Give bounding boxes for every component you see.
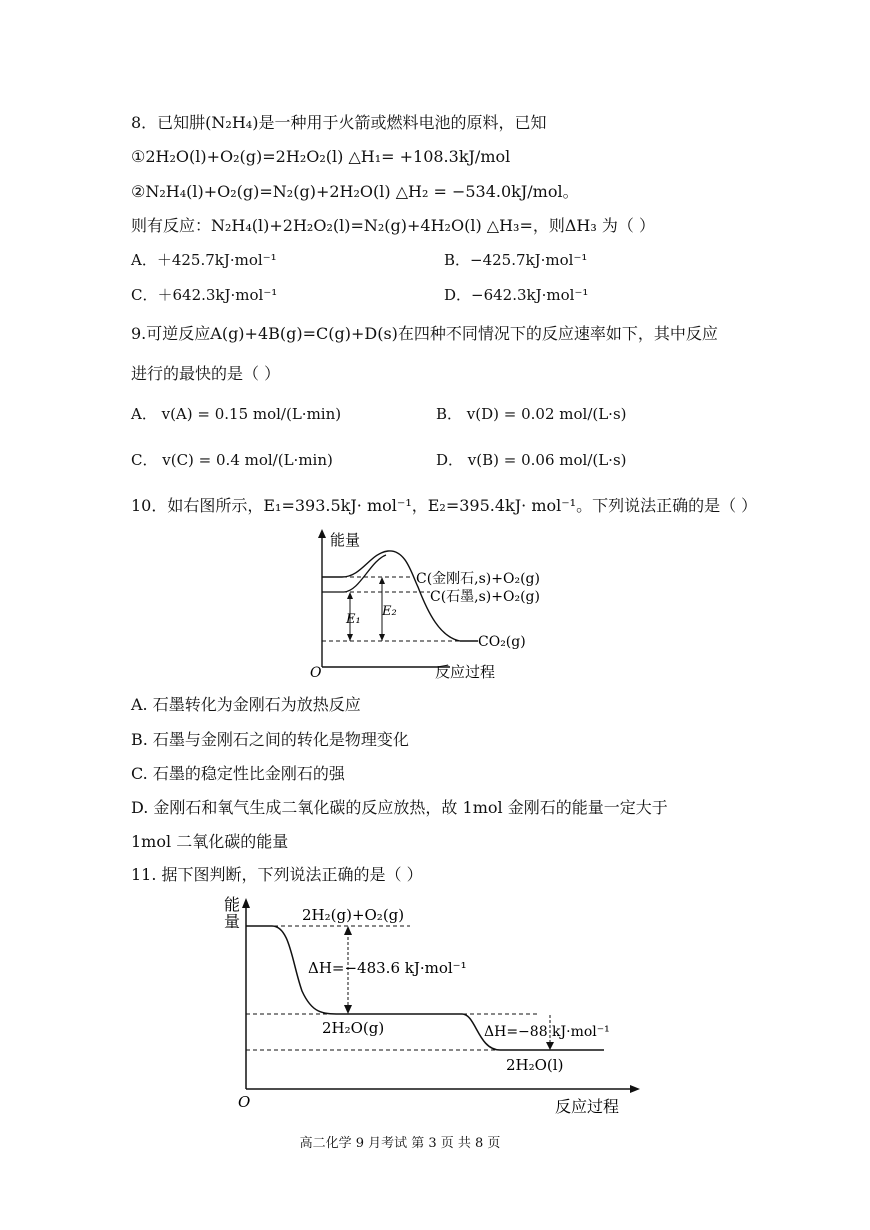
- q10-graphite-level-label: C(石墨,s)+O₂(g): [430, 589, 540, 605]
- q10-e1-label: E₁: [346, 612, 361, 627]
- q10-stem: 10．如右图所示，E₁=393.5kJ· mol⁻¹，E₂=395.4kJ· mol⁻¹。下列说法正确的是（ ）: [131, 496, 758, 515]
- q10-option-c: C. 石墨的稳定性比金刚石的强: [131, 764, 345, 783]
- q8-question: 则有反应：N₂H₄(l)+2H₂O₂(l)=N₂(g)+4H₂O(l) △H₃=，则ΔH₃ 为（ ）: [131, 216, 655, 235]
- q10-diamond-level-label: C(金刚石,s)+O₂(g): [416, 571, 540, 587]
- q8-equation-2: ②N₂H₄(l)+O₂(g)=N₂(g)+2H₂O(l) △H₂ = −534.0kJ/mol。: [131, 182, 579, 201]
- q10-e2-label: E₂: [382, 604, 397, 619]
- q11-y-axis-label-1: 能: [224, 895, 241, 914]
- q8-option-b: B．−425.7kJ·mol⁻¹: [444, 251, 588, 269]
- q11-dh2-label: ΔH=−88 kJ·mol⁻¹: [484, 1024, 610, 1040]
- q9-option-d: D． v(B) = 0.06 mol/(L·s): [436, 451, 627, 469]
- q9-option-b: B． v(D) = 0.02 mol/(L·s): [436, 405, 627, 423]
- q10-origin: O: [310, 665, 322, 681]
- q11-origin: O: [238, 1093, 251, 1111]
- q11-stem: 11. 据下图判断，下列说法正确的是（ ）: [131, 865, 423, 884]
- q8-equation-1: ①2H₂O(l)+O₂(g)=2H₂O₂(l) △H₁= +108.3kJ/mol: [131, 147, 511, 166]
- q9-stem-line2: 进行的最快的是（ ）: [131, 364, 281, 383]
- q10-option-a: A. 石墨转化为金刚石为放热反应: [131, 695, 361, 714]
- q9-option-c: C． v(C) = 0.4 mol/(L·min): [131, 451, 333, 469]
- q10-energy-diagram: [300, 525, 570, 685]
- q10-x-axis-label: 反应过程: [435, 663, 496, 681]
- q11-low-level-label: 2H₂O(l): [506, 1056, 564, 1074]
- q8-option-c: C．＋642.3kJ·mol⁻¹: [131, 286, 278, 304]
- q10-option-d-continued: 1mol 二氧化碳的能量: [131, 832, 289, 851]
- q11-dh1-label: ΔH=−483.6 kJ·mol⁻¹: [308, 959, 467, 977]
- q10-co2-level-label: CO₂(g): [478, 634, 526, 650]
- q11-x-axis-label: 反应过程: [555, 1097, 620, 1116]
- q10-option-d: D. 金刚石和氧气生成二氧化碳的反应放热，故 1mol 金刚石的能量一定大于: [131, 798, 668, 817]
- q8-option-a: A．＋425.7kJ·mol⁻¹: [131, 251, 277, 269]
- q11-mid-level-label: 2H₂O(g): [322, 1019, 385, 1037]
- q11-top-level-label: 2H₂(g)+O₂(g): [302, 906, 405, 924]
- q11-y-axis-label-2: 量: [224, 912, 241, 931]
- q10-option-b: B. 石墨与金刚石之间的转化是物理变化: [131, 730, 409, 749]
- q11-energy-diagram: [210, 893, 660, 1125]
- page-footer: 高二化学 9 月考试 第 3 页 共 8 页: [299, 1136, 501, 1151]
- q10-y-axis-label: 能量: [330, 531, 361, 549]
- q8-stem: 8．已知肼(N₂H₄)是一种用于火箭或燃料电池的原料，已知: [131, 113, 547, 132]
- q9-stem-line1: 9.可逆反应A(g)+4B(g)=C(g)+D(s)在四种不同情况下的反应速率如下，其中反应: [131, 324, 718, 343]
- q8-option-d: D．−642.3kJ·mol⁻¹: [444, 286, 589, 304]
- q9-option-a: A． v(A) = 0.15 mol/(L·min): [131, 405, 342, 423]
